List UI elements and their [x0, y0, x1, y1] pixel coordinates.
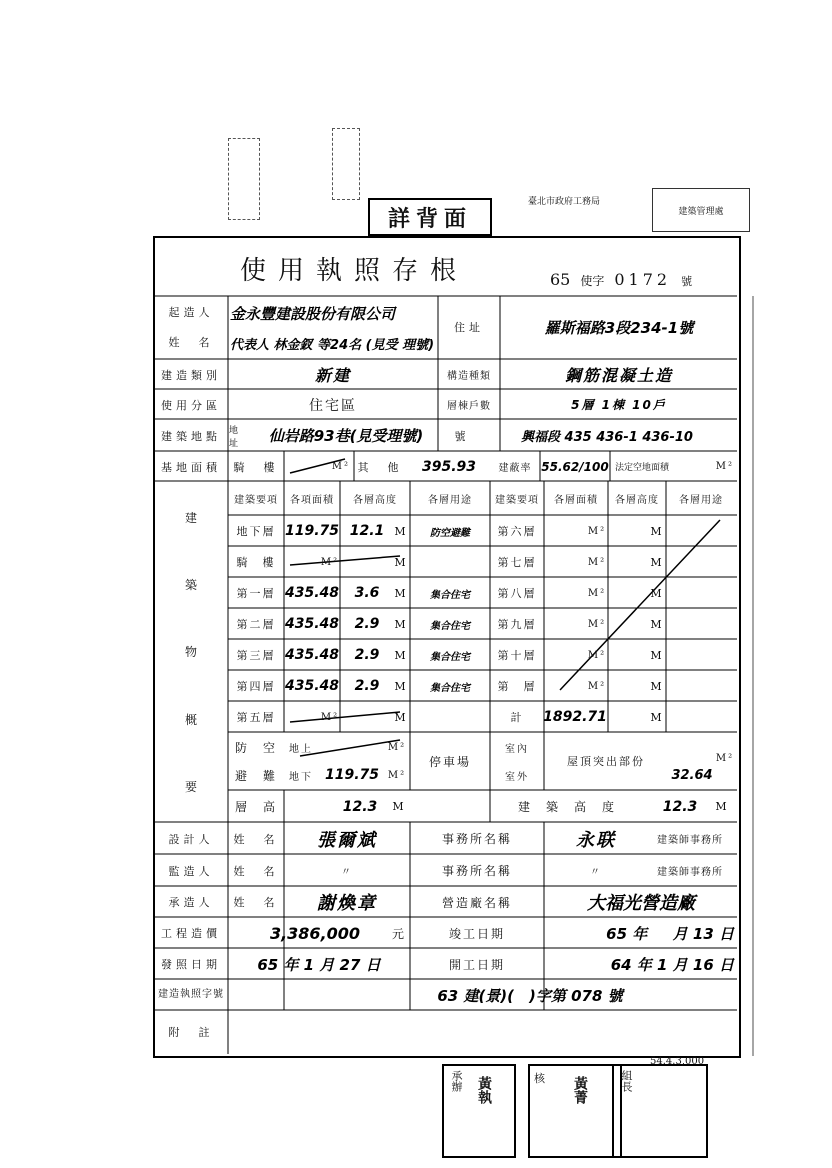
- contractor-firm: 大福光營造廠: [587, 893, 695, 914]
- floor-area-unit: M²: [587, 556, 607, 568]
- floor-height-unit: M: [650, 586, 664, 600]
- floor-name: 地下層: [236, 525, 276, 538]
- floor-area-unit: M²: [320, 556, 340, 568]
- cost-label: 工程造價: [161, 927, 221, 940]
- margin-handwriting: [752, 296, 814, 1056]
- head-2: 各層高度: [353, 494, 397, 506]
- supervisor-name-label: 姓 名: [233, 864, 279, 878]
- stamp-chief-label: 組長: [620, 1070, 633, 1092]
- parking-indoor: 室內: [505, 743, 529, 755]
- floor-name: 第十層: [497, 649, 537, 662]
- floor-name: 計: [510, 711, 524, 724]
- floor-height-unit: M: [394, 555, 408, 569]
- side-char-0: 建: [184, 511, 197, 526]
- zone-label: 使用分區: [161, 398, 221, 412]
- site-label: 建築地點: [161, 429, 221, 443]
- floor-name: 第七層: [497, 556, 537, 569]
- floor-row: [491, 609, 735, 639]
- designer-name-label: 姓 名: [233, 832, 279, 846]
- side-char-3: 概: [184, 712, 197, 727]
- shelter-above-unit: M²: [387, 741, 407, 753]
- contractor-firm-label: 營造廠名稱: [441, 895, 512, 910]
- owner-value-1: 金永豐建設股份有限公司: [230, 304, 396, 323]
- floor-height: 2.9: [354, 647, 380, 663]
- floor-area-unit: M²: [587, 587, 607, 599]
- floor-height-unit: M: [394, 586, 408, 600]
- contractor-name: 謝煥章: [317, 893, 377, 914]
- floor-height-unit: M: [394, 710, 408, 724]
- floor-height-value: 12.3: [342, 798, 378, 815]
- owner-value-2: 代表人 林金釵 等24名 (見受 理號): [230, 337, 435, 353]
- floor-row: [491, 702, 735, 732]
- floor-area: 435.48: [284, 585, 340, 601]
- head-6: 各層高度: [615, 494, 659, 506]
- floor-height: 2.9: [354, 678, 380, 694]
- supervisor-name: 〃: [341, 867, 353, 878]
- shelter-below: 地下: [289, 771, 313, 783]
- floor-height: 3.6: [354, 585, 380, 601]
- floor-height-unit: M: [394, 524, 408, 538]
- license-suffix: 號: [681, 275, 693, 288]
- floor-name: 第九層: [497, 618, 537, 631]
- stamp-review: [528, 1064, 622, 1158]
- floor-use: 集合住宅: [430, 589, 470, 601]
- arcade-label: 騎 樓: [233, 460, 279, 474]
- floor-height-unit: M: [650, 617, 664, 631]
- floor-area-unit: M²: [320, 711, 340, 723]
- floor-row: [229, 547, 489, 577]
- parking-label: 停車場: [428, 754, 471, 769]
- floor-row: [229, 640, 489, 670]
- open-space-label: 法定空地面積: [614, 463, 669, 473]
- floor-row: [229, 671, 489, 701]
- building-height-value: 12.3: [662, 798, 698, 815]
- floor-row: [229, 609, 489, 639]
- building-height-label: 建 築 高 度: [517, 800, 616, 814]
- floor-name: 第六層: [497, 525, 537, 538]
- floor-name: 第一層: [236, 587, 276, 600]
- floor-use: 集合住宅: [430, 620, 470, 632]
- floors-value: 5層 1棟 10戶: [571, 398, 667, 412]
- supervisor-office-suffix: 建築師事務所: [657, 867, 723, 878]
- license-prefix: 使字: [580, 274, 605, 288]
- structure-value: 鋼筋混凝土造: [564, 366, 673, 385]
- floor-height: 12.1: [349, 523, 385, 539]
- head-1: 各項面積: [290, 494, 334, 506]
- head-4: 建築要項: [495, 494, 539, 506]
- detail-back-stamp-label: 詳背面: [387, 205, 472, 232]
- bureau-stamp-text: 臺北市政府工務局: [528, 197, 601, 207]
- cost-value: 3,386,000: [269, 923, 361, 943]
- shelter-below-value: 119.75: [324, 767, 380, 783]
- floor-area: 435.48: [284, 616, 340, 632]
- floor-area-unit: M²: [587, 525, 607, 537]
- open-space-unit: M²: [715, 461, 734, 472]
- site-lot-value: 興福段 435 436-1 436-10: [521, 430, 693, 445]
- stamp-review-label: 核: [534, 1072, 545, 1085]
- floor-use: 集合住宅: [430, 651, 470, 663]
- designer-label: 設計人: [168, 832, 214, 846]
- roof-label: 屋頂突出部份: [567, 755, 645, 768]
- floor-height-value-unit: M: [392, 800, 406, 813]
- done-value: 65 年 月 13 日: [606, 924, 734, 943]
- floor-height-unit: M: [394, 679, 408, 693]
- floor-use: 集合住宅: [430, 682, 470, 694]
- owner-label-2: 姓 名: [168, 336, 214, 349]
- shelter-above: 地上: [289, 743, 313, 755]
- contractor-label: 承造人: [168, 896, 214, 909]
- floor-name: 第二層: [236, 618, 276, 631]
- owner-address-value: 羅斯福路3段234-1號: [544, 318, 694, 337]
- build-license-label: 建造執照字號: [158, 989, 224, 1000]
- side-char-2: 物: [184, 645, 197, 660]
- license-year: 65: [550, 270, 571, 289]
- floor-height-unit: M: [650, 710, 664, 724]
- owner-label-1: 起造人: [168, 306, 214, 319]
- other-label: 其 他: [357, 460, 403, 474]
- floor-name: 第八層: [497, 587, 537, 600]
- floor-area: 435.48: [284, 647, 340, 663]
- stamp-handler: [442, 1064, 516, 1158]
- start-label: 開工日期: [448, 957, 505, 972]
- designer-office-label: 事務所名稱: [441, 832, 512, 846]
- designer-office-suffix: 建築師事務所: [657, 835, 723, 846]
- roof-value: 32.64: [671, 767, 713, 783]
- arcade-unit: M²: [331, 461, 350, 472]
- floor-area: 119.75: [284, 523, 340, 539]
- category-label: 建造類別: [161, 368, 221, 382]
- total-area: 1892.71: [543, 709, 607, 725]
- floor-area-unit: M²: [587, 618, 607, 630]
- floor-row: [229, 702, 489, 732]
- floor-row: [229, 516, 489, 546]
- stamp-handler-label: 承辦: [450, 1070, 463, 1092]
- form-title: 使用執照存根: [240, 256, 469, 286]
- head-7: 各層用途: [679, 494, 723, 506]
- floors-label: 層棟戶數: [447, 401, 491, 412]
- management-stamp-text: 建築管理處: [678, 206, 724, 217]
- floor-area-unit: M²: [587, 680, 607, 692]
- floor-row: [491, 671, 735, 701]
- start-value: 64 年 1 月 16 日: [610, 955, 734, 974]
- floor-name: 騎 樓: [236, 556, 276, 569]
- coverage-label: 建蔽率: [498, 463, 532, 474]
- supervisor-label: 監造人: [168, 864, 214, 878]
- print-code: 54.4.3,000: [650, 1056, 705, 1067]
- remarks-label: 附 註: [168, 1026, 214, 1039]
- shelter-label-1: 防 空: [234, 740, 277, 755]
- floor-name: 第四層: [236, 680, 276, 693]
- head-5: 各層面積: [554, 494, 598, 506]
- stamp-chief: [612, 1064, 708, 1158]
- cost-unit: 元: [391, 926, 406, 941]
- parking-outdoor: 室外: [505, 771, 529, 783]
- floor-row: [229, 578, 489, 608]
- site-addr-value: 仙岩路93巷(見受理號): [268, 427, 424, 445]
- side-char-1: 築: [184, 578, 197, 593]
- floor-name: 第五層: [236, 711, 276, 724]
- floor-row: [491, 547, 735, 577]
- license-num: 0172: [614, 270, 672, 289]
- designer-office: 永联: [576, 829, 616, 851]
- floor-height-unit: M: [650, 524, 664, 538]
- floor-height-label: 層 高: [234, 800, 277, 814]
- owner-address-label: 住址: [454, 321, 484, 334]
- head-0: 建築要項: [234, 494, 278, 506]
- floor-height: 2.9: [354, 616, 380, 632]
- stamp-handler-name: 黃執: [476, 1076, 492, 1104]
- site-lot-label: 號: [454, 429, 470, 443]
- floor-row: [491, 578, 735, 608]
- floor-name: 第 層: [497, 680, 537, 693]
- site-addr-label: 地址: [229, 425, 239, 449]
- contractor-name-label: 姓 名: [233, 896, 279, 909]
- floor-area: 435.48: [284, 678, 340, 694]
- other-value: 395.93: [421, 458, 477, 475]
- floor-height-unit: M: [394, 648, 408, 662]
- floor-height-unit: M: [650, 648, 664, 662]
- done-label: 竣工日期: [448, 926, 505, 941]
- area-label: 基地面積: [161, 460, 221, 474]
- building-height-unit: M: [715, 800, 729, 813]
- floor-area-unit: M²: [587, 649, 607, 661]
- floor-row: [491, 516, 735, 546]
- stamp-review-name: 黃菁: [572, 1076, 588, 1104]
- category-value: 新建: [314, 366, 351, 385]
- shelter-below-unit: M²: [387, 769, 407, 781]
- issue-value: 65 年 1 月 27 日: [257, 955, 381, 974]
- supervisor-office-label: 事務所名稱: [441, 864, 512, 878]
- remarks-value: [230, 1012, 734, 1052]
- floor-height-unit: M: [650, 555, 664, 569]
- shelter-label-2: 避 難: [234, 768, 277, 783]
- floor-row: [491, 640, 735, 670]
- zone-value: 住宅區: [309, 397, 357, 414]
- building-side-label: [155, 484, 227, 820]
- coverage-value: 55.62/100: [541, 459, 609, 474]
- side-char-4: 要: [184, 779, 197, 794]
- floor-height-unit: M: [394, 617, 408, 631]
- floor-name: 第三層: [236, 649, 276, 662]
- designer-name: 張爾斌: [317, 829, 377, 851]
- floor-use: 防空避難: [430, 527, 470, 539]
- supervisor-office: 〃: [590, 867, 602, 878]
- structure-label: 構造種類: [447, 371, 491, 382]
- floor-height-unit: M: [650, 679, 664, 693]
- build-license-value: 63 建(景)( )字第 078 號: [437, 986, 623, 1005]
- head-3: 各層用途: [428, 494, 472, 506]
- roof-unit: M²: [715, 752, 735, 764]
- issue-label: 發照日期: [161, 958, 221, 971]
